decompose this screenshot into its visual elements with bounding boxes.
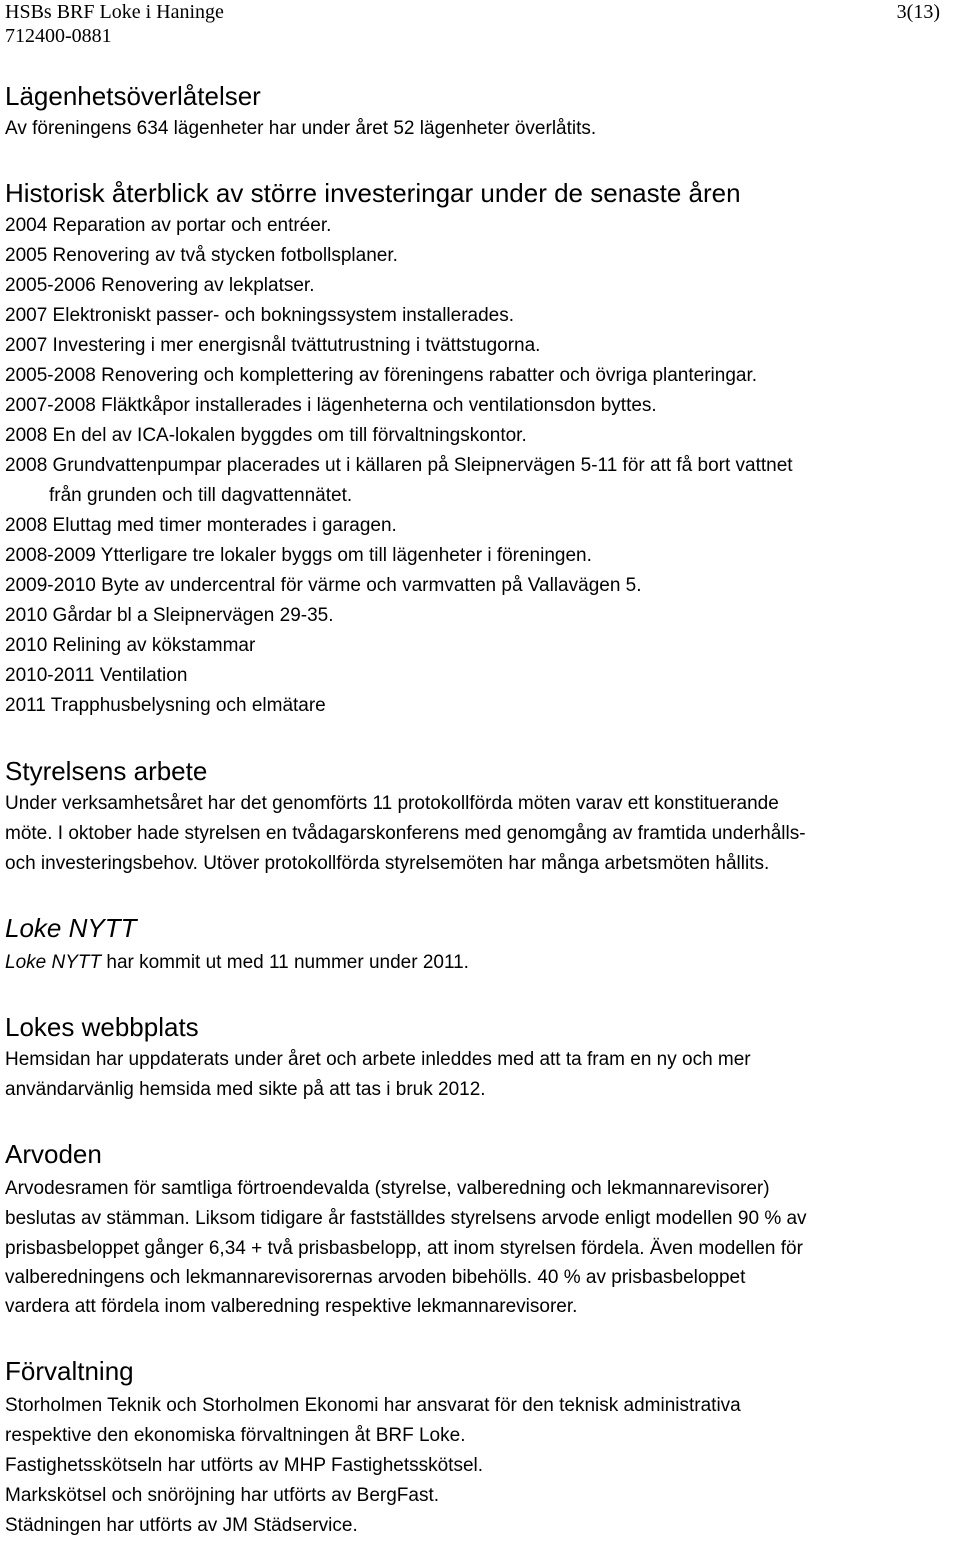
historik-item: 2008 Eluttag med timer monterades i garagen. (5, 515, 397, 536)
styrelsen-line: möte. I oktober hade styrelsen en tvådagarskonferens med genomgång av framtida underhålls- (5, 823, 806, 844)
historik-item: 2005-2008 Renovering och komplettering av föreningens rabatter och övriga planteringar. (5, 365, 758, 386)
webbplats-line: användarvänlig hemsida med sikte på att tas i bruk 2012. (5, 1079, 486, 1100)
historik-item: 2007 Elektroniskt passer- och bokningssystem installerades. (5, 305, 515, 326)
historik-item: 2005 Renovering av två stycken fotbollsplaner. (5, 245, 398, 266)
forvaltning-line: Fastighetsskötseln har utförts av MHP Fastighetsskötsel. (5, 1455, 484, 1476)
webbplats-line: Hemsidan har uppdaterats under året och arbete inleddes med att ta fram en ny och mer (5, 1049, 751, 1070)
arvoden-line: Arvodesramen för samtliga förtroendevalda (styrelse, valberedning och lekmannarevisorer) (5, 1178, 770, 1199)
heading-arvoden: Arvoden (5, 1139, 102, 1169)
historik-item-continuation: från grunden och till dagvattennätet. (49, 485, 353, 506)
forvaltning-line: Städningen har utförts av JM Städservice. (5, 1515, 358, 1536)
loke-nytt-name: Loke NYTT (5, 952, 102, 973)
loke-nytt-rest: har kommit ut med 11 nummer under 2011. (101, 952, 469, 973)
loke-nytt-text (5, 948, 469, 978)
historik-item: 2011 Trapphusbelysning och elmätare (5, 695, 326, 716)
historik-item: 2009-2010 Byte av undercentral för värme och varmvatten på Vallavägen 5. (5, 575, 642, 596)
forvaltning-line: Storholmen Teknik och Storholmen Ekonomi har ansvarat för den teknisk administrativa (5, 1395, 741, 1416)
historik-item: 2004 Reparation av portar och entréer. (5, 215, 332, 236)
document-title: HSBs BRF Loke i Haninge (5, 1, 224, 23)
forvaltning-line: respektive den ekonomiska förvaltningen åt BRF Loke. (5, 1425, 466, 1446)
overlatelser-text: Av föreningens 634 lägenheter har under året 52 lägenheter överlåtits. (5, 118, 597, 139)
heading-webbplats: Lokes webbplats (5, 1012, 199, 1042)
org-number: 712400-0881 (5, 25, 112, 47)
styrelsen-line: Under verksamhetsåret har det genomförts 11 protokollförda möten varav ett konstituerande (5, 793, 779, 814)
heading-forvaltning: Förvaltning (5, 1356, 134, 1386)
arvoden-line: beslutas av stämman. Liksom tidigare år fastställdes styrelsens arvode enligt modellen 90 % av (5, 1208, 807, 1229)
heading-loke-nytt: Loke NYTT (5, 913, 137, 943)
heading-styrelsen: Styrelsens arbete (5, 756, 208, 786)
styrelsen-line: och investeringsbehov. Utöver protokollförda styrelsemöten har många arbetsmöten hållits. (5, 853, 770, 874)
arvoden-line: vardera att fördela inom valberedning respektive lekmannarevisorer. (5, 1296, 578, 1317)
historik-item: 2008 En del av ICA-lokalen byggdes om till förvaltningskontor. (5, 425, 527, 446)
arvoden-line: prisbasbeloppet gånger 6,34 + två prisbasbelopp, att inom styrelsen fördela. Även modellen för (5, 1238, 803, 1259)
historik-item: 2005-2006 Renovering av lekplatser. (5, 275, 315, 296)
arvoden-line: valberedningens och lekmannarevisorernas arvoden bibehölls. 40 % av prisbasbeloppet (5, 1267, 746, 1288)
historik-item: 2010-2011 Ventilation (5, 665, 188, 686)
heading-historik: Historisk återblick av större investeringar under de senaste åren (5, 178, 741, 208)
page-number: 3(13) (896, 1, 940, 23)
historik-item: 2007 Investering i mer energisnål tvättutrustning i tvättstugorna. (5, 335, 541, 356)
historik-item: 2008 Grundvattenpumpar placerades ut i källaren på Sleipnervägen 5-11 för att få bort vattnet (5, 455, 793, 476)
forvaltning-line: Markskötsel och snöröjning har utförts av BergFast. (5, 1485, 440, 1506)
historik-item: 2008-2009 Ytterligare tre lokaler byggs om till lägenheter i föreningen. (5, 545, 592, 566)
historik-item: 2010 Gårdar bl a Sleipnervägen 29-35. (5, 605, 334, 626)
heading-overlatelser: Lägenhetsöverlåtelser (5, 81, 261, 111)
historik-item: 2010 Relining av kökstammar (5, 635, 256, 656)
historik-item: 2007-2008 Fläktkåpor installerades i lägenheterna och ventilationsdon byttes. (5, 395, 657, 416)
